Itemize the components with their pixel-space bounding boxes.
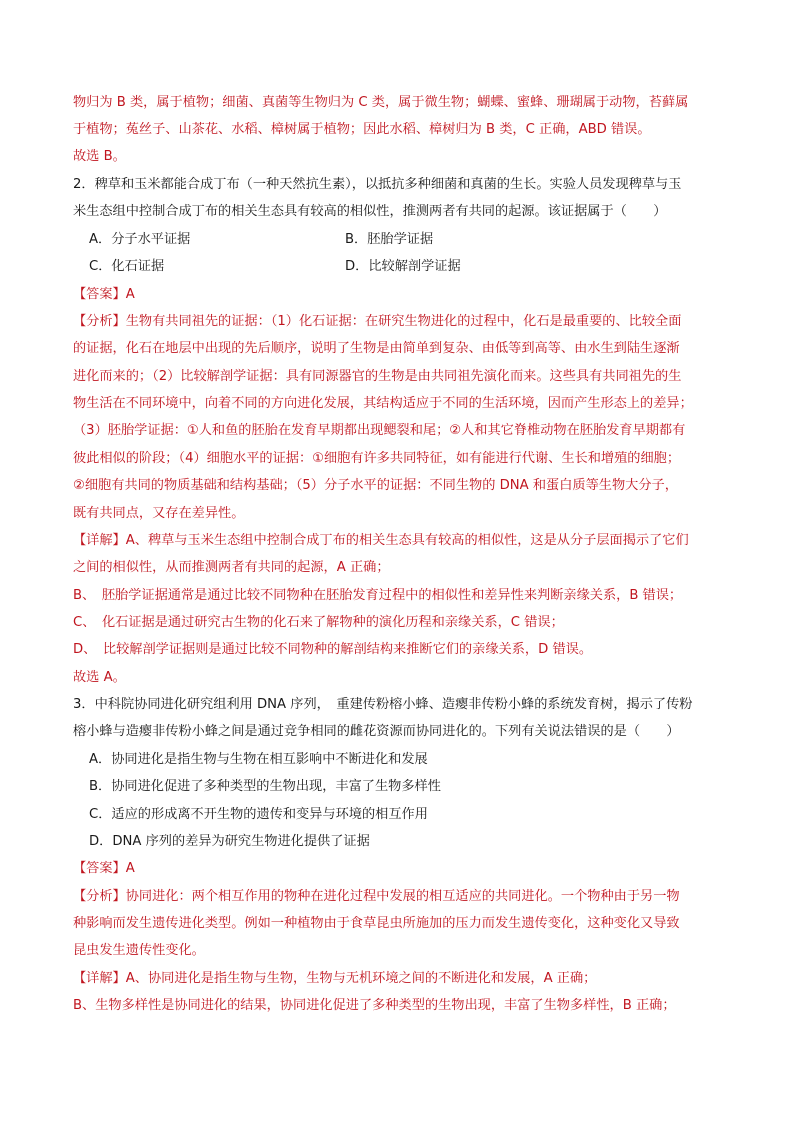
answer-value: A xyxy=(125,287,135,302)
option-b: B．胚胎学证据 xyxy=(345,232,434,247)
text-line: 故选 B。 xyxy=(73,149,126,164)
answer-line xyxy=(73,286,135,304)
answer-line xyxy=(73,860,135,878)
option-d: D．比较解剖学证据 xyxy=(345,259,461,274)
question-2-stem: 2．稗草和玉米都能合成丁布（一种天然抗生素），以抵抗多种细菌和真菌的生长。实验人员发现稗草与玉 xyxy=(73,177,682,192)
text-line: D、 比较解剖学证据则是通过比较不同物种的解剖结构来推断它们的亲缘关系，D 错误。 xyxy=(73,642,593,657)
question-3-stem: 3．中科院协同进化研究组利用 DNA 序列， 重建传粉榕小蜂、造瘿非传粉小蜂的系统发育树，揭示了传粉 xyxy=(73,697,693,712)
analysis-tag: 【分析】 xyxy=(73,314,126,329)
text-line: C、 化石证据是通过研究古生物的化石来了解物种的演化历程和亲缘关系，C 错误； xyxy=(73,615,564,630)
analysis-tag: 【分析】 xyxy=(73,889,126,904)
option-d: D．DNA 序列的差异为研究生物进化提供了证据 xyxy=(89,834,370,849)
option-b: B．协同进化促进了多种类型的生物出现，丰富了生物多样性 xyxy=(89,779,441,794)
text-line: B、生物多样性是协同进化的结果，协同进化促进了多种类型的生物出现，丰富了生物多样性，B 正确； xyxy=(73,998,676,1013)
text-line: 种影响而发生遗传进化类型。例如一种植物由于食草昆虫所施加的压力而发生遗传变化，这种变化又导致 xyxy=(73,916,680,931)
detail-line xyxy=(73,970,596,988)
text-line: ②细胞有共同的物质基础和结构基础；（5）分子水平的证据：不同生物的 DNA 和蛋白质等生物大分子， xyxy=(73,478,678,493)
answer-tag: 【答案】 xyxy=(73,861,126,876)
option-c: C．化石证据 xyxy=(89,259,165,274)
option-a: A．分子水平证据 xyxy=(89,232,191,247)
answer-tag: 【答案】 xyxy=(73,287,126,302)
text-line: 故选 A。 xyxy=(73,670,126,685)
detail-text: A、协同进化是指生物与生物，生物与无机环境之间的不断进化和发展，A 正确； xyxy=(125,971,597,986)
text-line: 进化而来的；（2）比较解剖学证据：具有同源器官的生物是由共同祖先演化而来。这些具有共同祖先的生 xyxy=(73,369,682,384)
question-2-stem: 米生态组中控制合成丁布的相关生态具有较高的相似性，推测两者有共同的起源。该证据属于（ ） xyxy=(73,204,667,219)
text-line: 的证据，化石在地层中出现的先后顺序，说明了生物是由简单到复杂、由低等到高等、由水生到陆生逐渐 xyxy=(73,341,680,356)
option-a: A．协同进化是指生物与生物在相互影响中不断进化和发展 xyxy=(89,752,428,767)
question-3-stem: 榕小蜂与造瘿非传粉小蜂之间是通过竞争相同的雌花资源而协同进化的。下列有关说法错误的是（ ） xyxy=(73,724,680,739)
text-line: B、 胚胎学证据通常是通过比较不同物种在胚胎发育过程中的相似性和差异性来判断亲缘关系，B 错误； xyxy=(73,588,683,603)
option-c: C．适应的形成离不开生物的遗传和变异与环境的相互作用 xyxy=(89,807,428,822)
text-line: 物归为 B 类，属于植物；细菌、真菌等生物归为 C 类，属于微生物；蝴蝶、蜜蜂、珊瑚属于动物，苔藓属 xyxy=(73,95,689,110)
text-line: 物生活在不同环境中，向着不同的方向进化发展，其结构适应于不同的生活环境，因而产生形态上的差异； xyxy=(73,396,693,411)
text-line: 之间的相似性，从而推测两者有共同的起源，A 正确； xyxy=(73,560,390,575)
text-line: 于植物；菟丝子、山茶花、水稻、樟树属于植物；因此水稻、樟树归为 B 类，C 正确，ABD 错误。 xyxy=(73,122,651,137)
detail-text: A、稗草与玉米生态组中控制合成丁布的相关生态具有较高的相似性，这是从分子层面揭示了它们 xyxy=(125,533,689,548)
text-line: 既有共同点，又存在差异性。 xyxy=(73,506,245,521)
detail-tag: 【详解】 xyxy=(73,971,126,986)
text-line: 彼此相似的阶段；（4）细胞水平的证据：①细胞有许多共同特征，如有能进行代谢、生长和增殖的细胞； xyxy=(73,451,681,466)
detail-tag: 【详解】 xyxy=(73,533,126,548)
text-line: （3）胚胎学证据：①人和鱼的胚胎在发育早期都出现鳃裂和尾；②人和其它脊椎动物在胚胎发育早期都有 xyxy=(73,423,686,438)
analysis-line xyxy=(73,888,680,906)
analysis-line xyxy=(73,313,681,331)
analysis-text: 协同进化：两个相互作用的物种在进化过程中发展的相互适应的共同进化。一个物种由于另一物 xyxy=(125,889,680,904)
detail-line xyxy=(73,532,689,550)
text-line: 昆虫发生遗传性变化。 xyxy=(73,943,205,958)
analysis-text: 生物有共同祖先的证据：（1）化石证据：在研究生物进化的过程中，化石是最重要的、比较全面 xyxy=(125,314,682,329)
answer-value: A xyxy=(125,861,135,876)
